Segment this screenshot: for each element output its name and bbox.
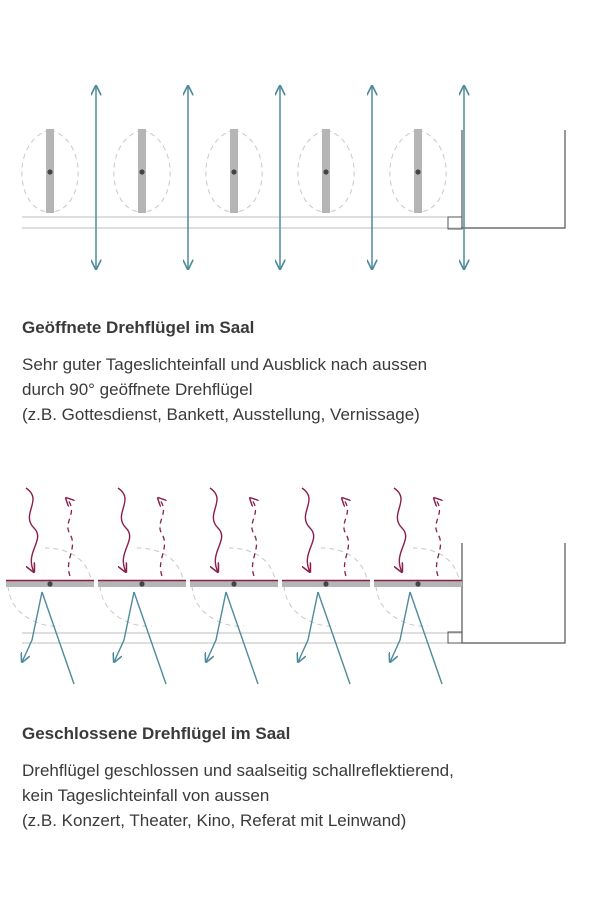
light-arrow-left xyxy=(298,592,318,662)
light-arrow-right xyxy=(226,592,258,684)
caption-open-title: Geöffnete Drehflügel im Saal xyxy=(22,318,255,337)
caption-closed-line-1: Drehflügel geschlossen und saalseitig schallreflektierend, xyxy=(22,761,454,780)
diagram-closed-panels xyxy=(0,478,600,698)
panel-pivot xyxy=(139,581,144,586)
swing-arc-right xyxy=(326,130,354,212)
caption-open-line-3: (z.B. Gottesdienst, Bankett, Ausstellung, Vernissage) xyxy=(22,405,420,424)
caption-open xyxy=(22,318,582,427)
sound-wave-reflected xyxy=(434,498,441,576)
swing-arc-left xyxy=(206,130,234,212)
panel-pivot xyxy=(231,581,236,586)
caption-closed-title: Geschlossene Drehflügel im Saal xyxy=(22,724,291,743)
caption-open-text xyxy=(22,352,582,427)
panel-pivot xyxy=(231,169,236,174)
caption-open-line-2: durch 90° geöffnete Drehflügel xyxy=(22,380,253,399)
light-arrow-left xyxy=(390,592,410,662)
panel-pivot xyxy=(47,581,52,586)
diagram-open-panels xyxy=(0,70,600,290)
swing-arc-right xyxy=(418,130,446,212)
swing-arc-left xyxy=(298,130,326,212)
room-wall xyxy=(462,130,565,228)
panel-pivot xyxy=(139,169,144,174)
panel-pivot xyxy=(323,581,328,586)
swing-arc-left xyxy=(390,130,418,212)
sound-wave-reflected xyxy=(66,498,73,576)
light-arrow-left xyxy=(114,592,134,662)
swing-arc-right xyxy=(142,130,170,212)
caption-open-line-1: Sehr guter Tageslichteinfall und Ausblick nach aussen xyxy=(22,355,428,374)
light-arrow-right xyxy=(318,592,350,684)
sound-wave-reflected xyxy=(250,498,257,576)
caption-closed-line-3: (z.B. Konzert, Theater, Kino, Referat mit Leinwand) xyxy=(22,811,407,830)
swing-arc-left xyxy=(114,130,142,212)
light-arrow-right xyxy=(42,592,74,684)
swing-arc-right xyxy=(50,130,78,212)
light-arrow-left xyxy=(206,592,226,662)
sound-wave-reflected xyxy=(158,498,165,576)
panel-pivot xyxy=(415,169,420,174)
panel-pivot xyxy=(47,169,52,174)
sound-wave-reflected xyxy=(342,498,349,576)
caption-closed xyxy=(22,724,582,833)
sound-wave-incoming xyxy=(210,488,222,572)
sound-wave-incoming xyxy=(118,488,130,572)
light-arrow-right xyxy=(410,592,442,684)
swing-arc-left xyxy=(22,130,50,212)
panel-pivot xyxy=(323,169,328,174)
panel-pivot xyxy=(415,581,420,586)
caption-closed-line-2: kein Tageslichteinfall von aussen xyxy=(22,786,270,805)
sound-wave-incoming xyxy=(302,488,314,572)
sound-wave-incoming xyxy=(26,488,38,572)
wall-corner-post xyxy=(448,632,462,643)
caption-closed-text xyxy=(22,758,582,833)
sound-wave-incoming xyxy=(394,488,406,572)
wall-corner-post xyxy=(448,217,462,229)
light-arrow-right xyxy=(134,592,166,684)
light-arrow-left xyxy=(22,592,42,662)
swing-arc-right xyxy=(234,130,262,212)
room-wall xyxy=(462,543,565,643)
